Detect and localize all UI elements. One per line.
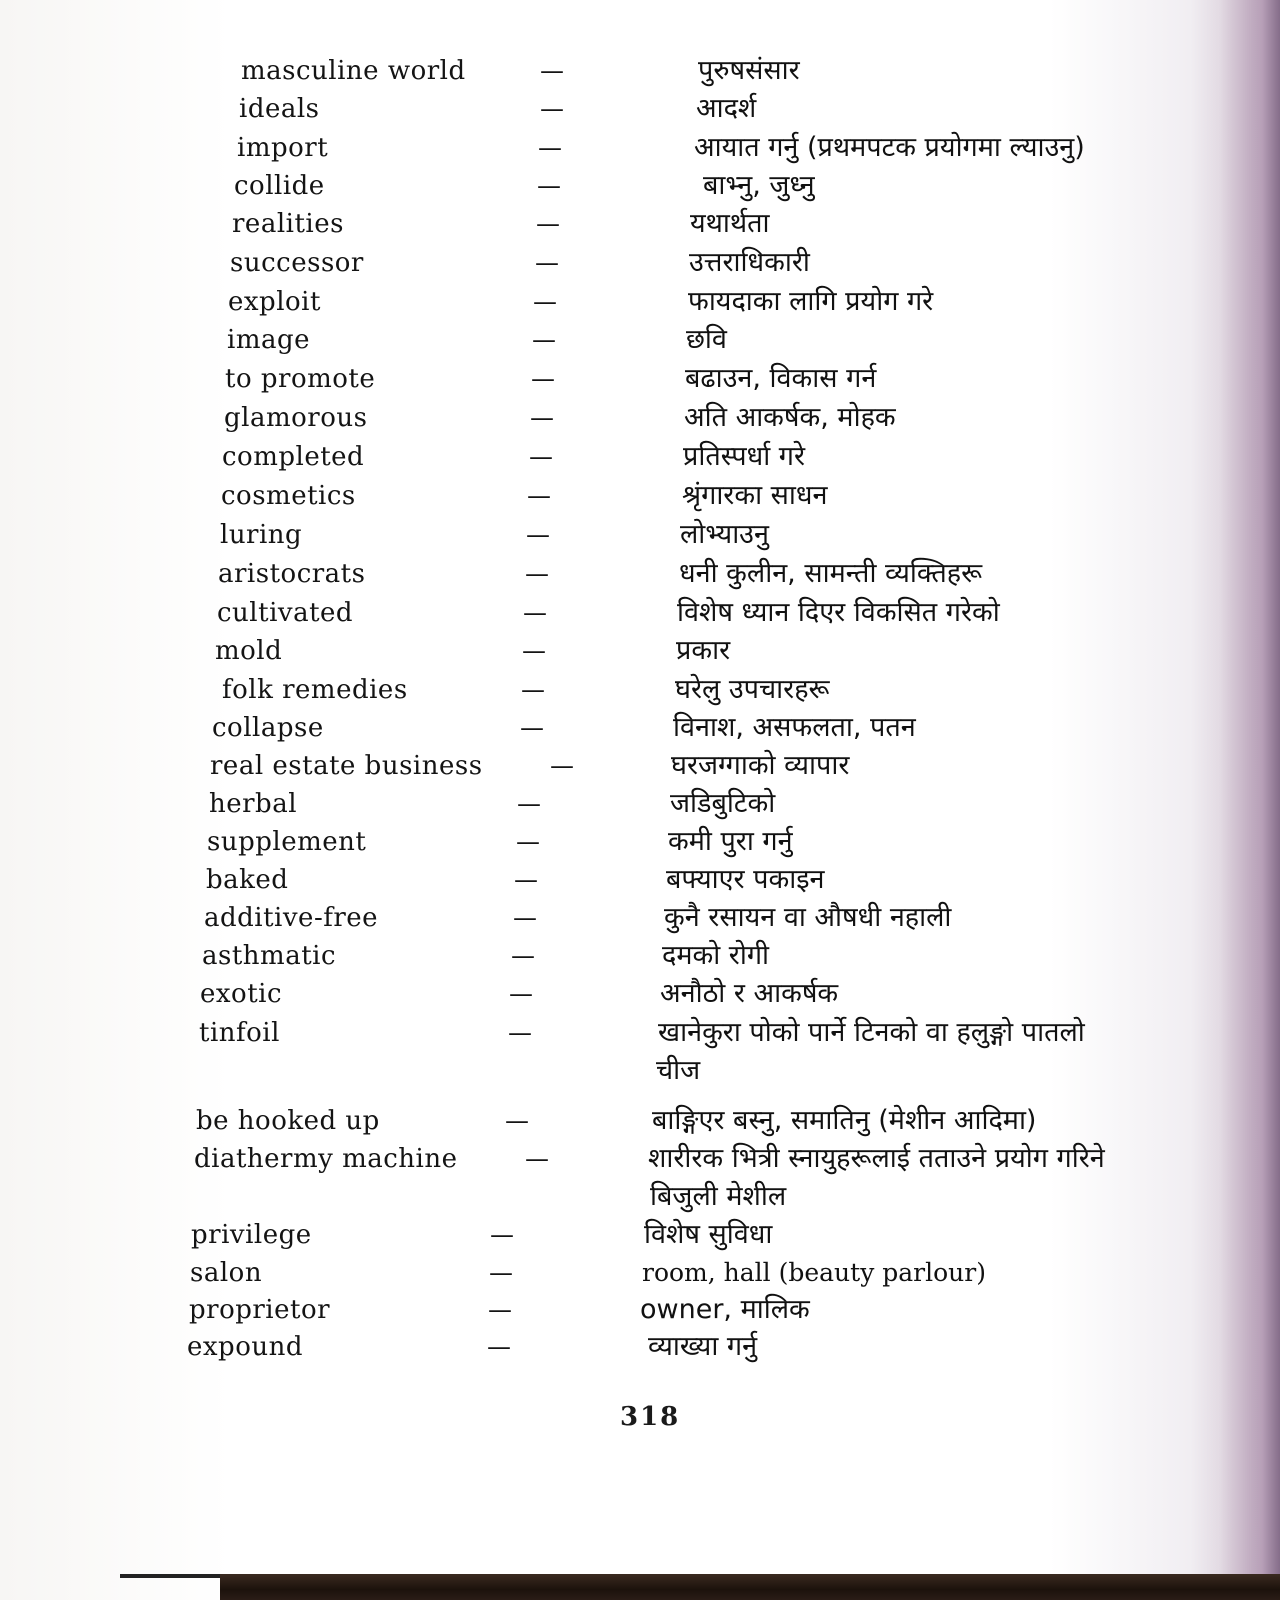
glossary-meaning: बढाउन, विकास गर्न: [685, 363, 877, 394]
glossary-term: additive-free: [204, 903, 379, 933]
glossary-meaning: प्रतिस्पर्धा गरे: [683, 441, 806, 472]
glossary-term: masculine world: [241, 56, 466, 86]
page-number: 318: [620, 1402, 681, 1432]
glossary-dash: —: [535, 249, 559, 277]
glossary-dash: —: [537, 172, 561, 200]
glossary-term: privilege: [191, 1220, 312, 1250]
glossary-dash: —: [550, 752, 574, 780]
glossary-term: exploit: [228, 287, 321, 317]
glossary-meaning: room, hall (beauty parlour): [642, 1258, 986, 1287]
glossary-meaning: व्याख्या गर्नु: [648, 1331, 758, 1362]
glossary-dash: —: [536, 210, 560, 238]
glossary-meaning: बफ्याएर पकाइन: [666, 864, 825, 895]
glossary-meaning: विशेष सुविधा: [644, 1219, 773, 1250]
glossary-dash: —: [520, 714, 544, 742]
glossary-dash: —: [487, 1333, 511, 1361]
glossary-meaning: यथार्थता: [690, 208, 770, 239]
glossary-meaning: प्रकार: [676, 635, 731, 666]
glossary-meaning-continuation: चीज: [656, 1055, 701, 1086]
glossary-meaning: owner, मालिक: [640, 1294, 810, 1325]
glossary-term: completed: [222, 442, 365, 472]
glossary-term: supplement: [207, 827, 367, 857]
glossary-dash: —: [526, 521, 550, 549]
glossary-term: image: [227, 325, 311, 355]
glossary-meaning: लोभ्याउनु: [680, 519, 769, 550]
glossary-dash: —: [505, 1107, 529, 1135]
glossary-dash: —: [521, 676, 545, 704]
book-bottom-edge: [220, 1574, 1280, 1600]
glossary-term: real estate business: [210, 751, 483, 781]
glossary-dash: —: [514, 866, 538, 894]
glossary-dash: —: [488, 1296, 512, 1324]
glossary-dash: —: [532, 326, 556, 354]
glossary-meaning: बाभ्नु, जुध्नु: [703, 170, 815, 201]
glossary-term: aristocrats: [218, 559, 366, 589]
glossary-dash: —: [490, 1221, 514, 1249]
glossary-term: proprietor: [189, 1295, 331, 1325]
glossary-meaning: विशेष ध्यान दिएर विकसित गरेको: [677, 597, 1000, 628]
glossary-dash: —: [531, 365, 555, 393]
glossary-meaning: छवि: [686, 324, 727, 355]
glossary-dash: —: [525, 560, 549, 588]
glossary-meaning: अति आकर्षक, मोहक: [684, 402, 896, 433]
glossary-meaning: आदर्श: [696, 93, 757, 124]
glossary-dash: —: [540, 57, 564, 85]
glossary-meaning: पुरुषसंसार: [698, 55, 800, 86]
glossary-term: folk remedies: [222, 675, 408, 705]
glossary-meaning: जडिबुटिको: [670, 788, 776, 819]
glossary-term: import: [237, 133, 329, 163]
glossary-term: asthmatic: [202, 941, 337, 971]
glossary-meaning: विनाश, असफलता, पतन: [673, 712, 916, 743]
glossary-term: collapse: [212, 713, 324, 743]
glossary-term: exotic: [200, 979, 283, 1009]
glossary-term: cultivated: [217, 598, 354, 628]
glossary-meaning: उत्तराधिकारी: [689, 247, 810, 278]
glossary-term: expound: [187, 1332, 303, 1362]
glossary-meaning: घरेलु उपचारहरू: [675, 674, 830, 705]
glossary-dash: —: [508, 1019, 532, 1047]
glossary-term: be hooked up: [196, 1106, 380, 1136]
glossary-term: to promote: [225, 364, 376, 394]
glossary-dash: —: [509, 980, 533, 1008]
glossary-meaning: श्रृंगारका साधन: [682, 480, 828, 511]
glossary-term: tinfoil: [199, 1018, 280, 1048]
glossary-meaning: फायदाका लागि प्रयोग गरे: [688, 286, 934, 317]
glossary-dash: —: [517, 790, 541, 818]
glossary-dash: —: [529, 443, 553, 471]
glossary-dash: —: [523, 599, 547, 627]
glossary-dash: —: [530, 404, 554, 432]
glossary-term: baked: [206, 865, 289, 895]
glossary-term: realities: [232, 209, 344, 239]
glossary-term: successor: [230, 248, 364, 278]
glossary-meaning: खानेकुरा पोको पार्ने टिनको वा हलुङ्गो पातलो: [658, 1017, 1085, 1048]
glossary-meaning: बाङ्गिएर बस्नु, समातिनु (मेशीन आदिमा): [652, 1105, 1037, 1136]
glossary-dash: —: [522, 637, 546, 665]
glossary-meaning: कमी पुरा गर्नु: [668, 826, 793, 857]
glossary-meaning: दमको रोगी: [662, 940, 770, 971]
glossary-dash: —: [527, 482, 551, 510]
glossary-term: mold: [215, 636, 283, 666]
glossary-meaning-continuation: बिजुली मेशील: [650, 1181, 787, 1212]
glossary-dash: —: [533, 288, 557, 316]
glossary-dash: —: [540, 95, 564, 123]
glossary-dash: —: [489, 1259, 513, 1287]
glossary-term: cosmetics: [221, 481, 356, 511]
glossary-meaning: शारीरक भित्री स्नायुहरूलाई तताउने प्रयोग गरिने: [648, 1143, 1105, 1174]
glossary-term: collide: [234, 171, 325, 201]
glossary-meaning: आयात गर्नु (प्रथमपटक प्रयोगमा ल्याउनु): [694, 132, 1085, 163]
glossary-meaning: अनौठो र आकर्षक: [660, 978, 839, 1009]
glossary-term: ideals: [239, 94, 320, 124]
glossary-term: luring: [220, 520, 303, 550]
glossary-term: diathermy machine: [194, 1144, 458, 1174]
glossary-dash: —: [525, 1145, 549, 1173]
glossary-meaning: धनी कुलीन, सामन्ती व्यक्तिहरू: [679, 558, 983, 589]
glossary-dash: —: [516, 828, 540, 856]
glossary-meaning: घरजग्गाको व्यापार: [671, 750, 850, 781]
glossary-dash: —: [513, 904, 537, 932]
glossary-dash: —: [538, 134, 562, 162]
glossary-term: glamorous: [224, 403, 368, 433]
glossary-term: salon: [190, 1258, 263, 1288]
glossary-term: herbal: [209, 789, 298, 819]
glossary-meaning: कुनै रसायन वा औषधी नहाली: [664, 902, 952, 933]
glossary-dash: —: [511, 942, 535, 970]
